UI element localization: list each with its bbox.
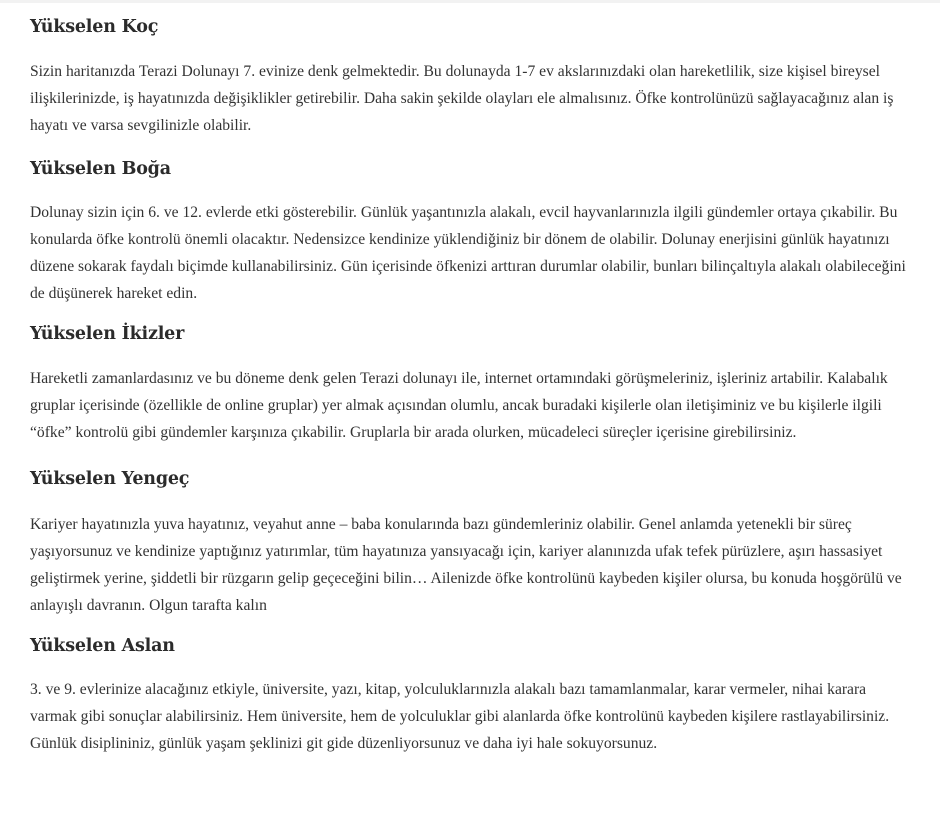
top-border [0, 0, 940, 3]
section-paragraph: Hareketli zamanlardasınız ve bu döneme denk gelen Terazi dolunayı ile, internet ortamındaki görüşmeleriniz, işleriniz artabilir. Kalabalık gruplar içerisinde (özellikle de online gruplar) yer almak açısından olumlu, ancak buradaki kişilerle olan iletişiminiz ve bu kişilerle ilgili “öfke” kontrolü gibi gündemler karşınıza çıkabilir. Gruplarla bir arada olurken, mücadeleci süreçler içerisine girebilirsiniz. [30, 370, 888, 441]
article-content [30, 14, 910, 757]
section-paragraph: Sizin haritanızda Terazi Dolunayı 7. evinize denk gelmektedir. Bu dolunayda 1-7 ev akslarınızdaki olan hareketlilik, size kişisel bireysel ilişkilerinizde, iş hayatınızda değişiklikler getirebilir. Daha sakin şekilde olayları ele almalısınız. Öfke kontrolünüzü sağlayacağınız alan iş hayatı ve varsa sevgilinizle olabilir. [30, 63, 894, 134]
section-title: Yükselen Yengeç [30, 469, 190, 489]
section-paragraph: Dolunay sizin için 6. ve 12. evlerde etki gösterebilir. Günlük yaşantınızla alakalı, evcil hayvanlarınızla ilgili gündemler ortaya çıkabilir. Bu konularda öfke kontrolü önemli olacaktır. Nedensizce kendinize yüklendiğiniz bir dönem de olabilir. Dolunay enerjisini günlük hayatınızı düzene sokarak faydalı biçimde kullanabilirsiniz. Gün içerisinde öfkenizi arttıran durumlar olabilir, bunları bilinçaltıyla alakalı olabileceğini de düşünerek hareket edin. [30, 204, 906, 302]
section-yukselen-aslan [30, 633, 910, 757]
section-yukselen-ikizler [30, 321, 910, 446]
section-title: Yükselen Koç [30, 17, 159, 37]
section-paragraph: 3. ve 9. evlerinize alacağınız etkiyle, üniversite, yazı, kitap, yolculuklarınızla alakalı bazı tamamlanmalar, karar vermeler, nihai karara varmak gibi sonuçlar alabilirsiniz. Hem üniversite, hem de yolculuklar gibi alanlarda öfke kontrolünü kaybeden kişilere rastlayabilirsiniz. Günlük disiplininiz, günlük yaşam şeklinizi git gide düzenliyorsunuz ve daha iyi hale sokuyorsunuz. [30, 681, 890, 752]
section-title: Yükselen Aslan [30, 636, 175, 656]
section-yukselen-koc [30, 14, 910, 139]
section-title: Yükselen Boğa [30, 159, 171, 179]
section-yukselen-boga [30, 156, 910, 307]
section-title: Yükselen İkizler [30, 324, 185, 344]
section-yukselen-yengec [30, 466, 910, 619]
section-paragraph: Kariyer hayatınızla yuva hayatınız, veyahut anne – baba konularında bazı gündemleriniz olabilir. Genel anlamda yetenekli bir süreç yaşıyorsunuz ve kendinize yaptığınız yatırımlar, tüm hayatınıza yansıyacağı için, kariyer alanınızda ufak tefek pürüzlere, aşırı hassasiyet geliştirmek yerine, şiddetli bir rüzgarın gelip geçeceğini bilin… Ailenizde öfke kontrolünü kaybeden kişiler olursa, bu konuda hoşgörülü ve anlayışlı davranın. Olgun tarafta kalın [30, 516, 902, 614]
